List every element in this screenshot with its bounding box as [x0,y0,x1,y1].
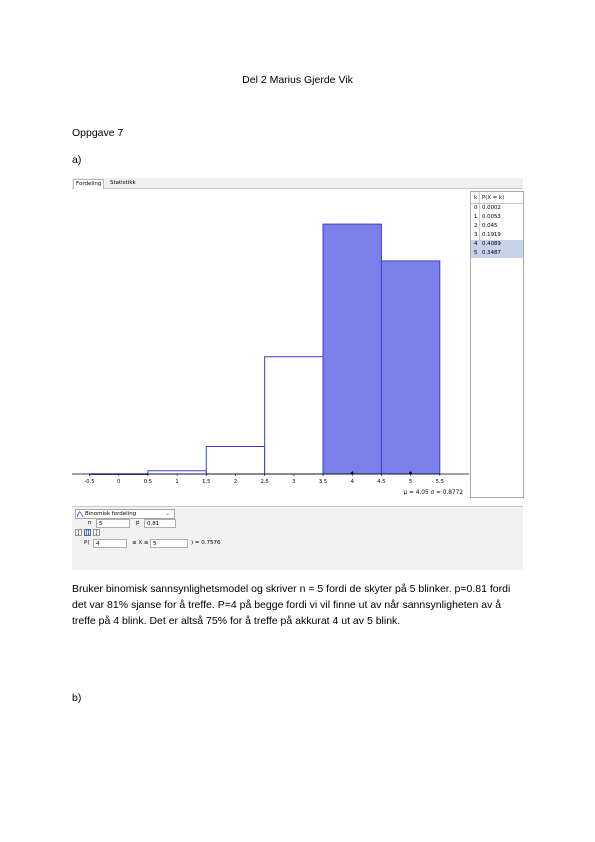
document-title: Del 2 Marius Gjerde Vik [242,74,353,86]
table-cell-p: 0.045 [482,223,498,229]
table-cell-k: 0 [474,205,478,211]
probability-calculator-screenshot [72,178,523,569]
answer-paragraph: Bruker binomisk sannsynlighetsmodel og skriver n = 5 fordi de skyter på 5 blinker. p=0.81 fordi det var 81% sjanse for å treffe. P=4 på begge fordi vi vil finne ut av når sannsynligheten av å treffe på 4 blink. Det er altså 75% for å treffe på akkurat 4 ut av 5 blink. [72,583,511,627]
two-sided-interval-button[interactable]: [] [85,530,90,536]
table-cell-p: 0.3487 [482,250,501,256]
probability-table [470,191,524,498]
table-cell-k: 2 [474,223,478,229]
distribution-plot [72,189,469,495]
table-header [471,194,523,204]
x-tick-label: 5.5 [435,479,444,485]
x-tick-label: 1.5 [202,479,211,485]
table-row[interactable] [471,222,523,231]
x-tick-label: -0.5 [84,479,95,485]
table-cell-k: 4 [474,241,478,247]
mean-sd-label: μ = 4.05 σ = 0.8772 [403,490,463,495]
right-sided-interval-button[interactable]: [ [93,529,100,536]
table-row-selected[interactable] [471,240,523,249]
histogram-bar [323,224,381,474]
distribution-select[interactable] [75,509,175,519]
x-tick-label: 1 [175,479,179,485]
p-input[interactable]: 0.81 [144,519,176,528]
table-row[interactable] [471,213,523,222]
table-header-k: k [474,195,478,201]
histogram-bar [265,357,323,474]
histogram-bar [148,471,206,474]
table-cell-p: 0.0002 [482,205,501,211]
upper-bound-input[interactable]: 5 [150,539,188,548]
table-cell-k: 5 [474,250,478,256]
x-tick-label: 2.5 [260,479,269,485]
task-heading: Oppgave 7 [72,127,124,139]
interval-text: ≤ X ≤ [132,540,149,546]
part-a-label: a) [72,154,82,166]
probability-result: ) = 0.7576 [191,540,221,546]
table-cell-k: 3 [474,232,478,238]
tab-bar [72,178,523,189]
lower-bound-input[interactable]: 4 [93,539,127,548]
p-label: p [136,520,140,526]
part-b-label: b) [72,692,82,704]
probability-prefix: P( [84,540,90,546]
x-tick-label: 4 [350,479,354,485]
control-panel [72,506,523,570]
x-tick-label: 5 [408,479,413,485]
table-header-p: P(X = k) [482,195,505,201]
chevron-down-icon[interactable]: ⌄ [165,511,170,517]
x-tick-label: 4.5 [377,479,386,485]
tab-fordeling[interactable]: Fordeling [73,179,104,189]
tab-statistikk[interactable]: Statistikk [110,180,136,186]
table-row[interactable] [471,204,523,213]
x-tick-label: 2 [233,479,238,485]
table-cell-p: 0.1919 [482,232,501,238]
histogram-bar [206,447,264,475]
n-label: n [88,520,92,526]
left-sided-interval-button[interactable]: ] [75,529,82,536]
table-cell-p: 0.4089 [482,241,501,247]
x-tick-label: 3.5 [318,479,328,485]
distribution-select-label: Binomisk fordeling [85,511,137,517]
histogram-bar [381,261,439,474]
table-cell-k: 1 [474,214,478,220]
x-tick-label: 0.5 [143,479,153,485]
table-cell-p: 0.0053 [482,214,501,220]
x-tick-label: 0 [117,479,121,485]
table-row[interactable] [471,231,523,240]
distribution-icon [77,511,83,517]
x-tick-label: 3 [292,479,296,485]
table-row-selected[interactable] [471,249,523,258]
n-input[interactable]: 5 [96,519,130,528]
